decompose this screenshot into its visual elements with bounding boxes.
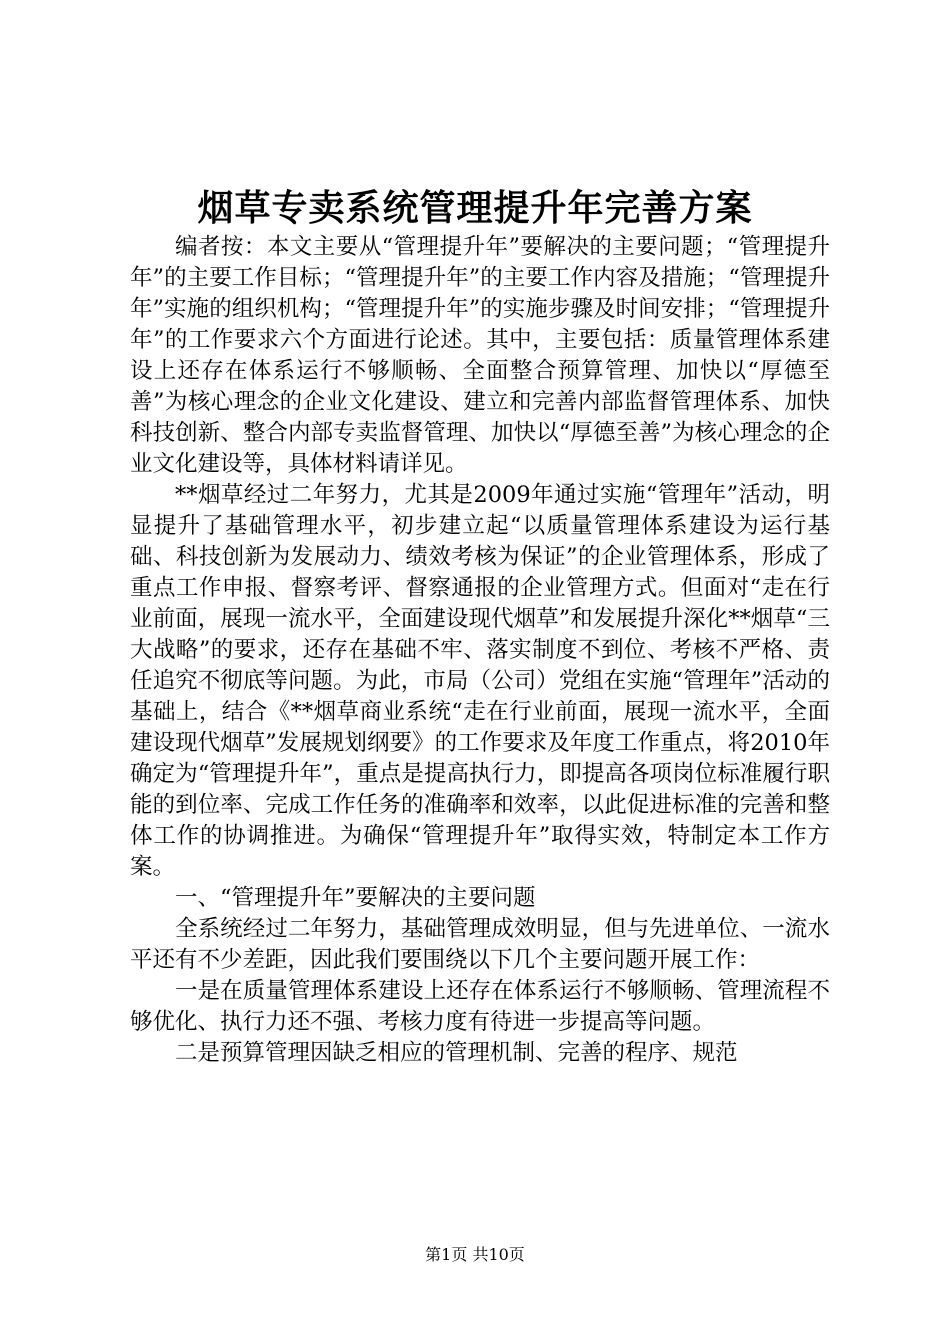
page-number-footer: 第1页 共10页 [425,1245,525,1264]
paragraph-editor-note: 编者按：本文主要从“管理提升年”要解决的主要问题；“管理提升年”的主要工作目标；“管理提升年”的主要工作内容及措施；“管理提升年”实施的组织机构；“管理提升年”的实施步骤及时间安排；“管理提升年”的工作要求六个方面进行论述。其中，主要包括：质量管理体系建设上还存在体系运行不够顺畅、全面整合预算管理、加快以“厚德至善”为核心理念的企业文化建设、建立和完善内部监督管理体系、加快科技创新、整合内部专卖监督管理、加快以“厚德至善”为核心理念的企业文化建设等，具体材料请详见。 [130,234,830,477]
paragraph-problem-2: 二是预算管理因缺乏相应的管理机制、完善的程序、规范 [175,1040,738,1066]
document-title: 烟草专卖系统管理提升年完善方案 [197,187,753,229]
section-heading-1: 一、“管理提升年”要解决的主要问题 [175,885,536,911]
document-body [130,232,830,1069]
paragraph-background: **烟草经过二年努力，尤其是2009年通过实施“管理年”活动，明显提升了基础管理水平，初步建立起“以质量管理体系建设为运行基础、科技创新为发展动力、绩效考核为保证”的企业管理体系，形成了重点工作申报、督察考评、督察通报的企业管理方式。但面对“走在行业前面，展现一流水平，全面建设现代烟草”和发展提升深化**烟草“三大战略”的要求，还存在基础不牢、落实制度不到位、考核不严格、责任追究不彻底等问题。为此，市局（公司）党组在实施“管理年”活动的基础上，结合《**烟草商业系统“走在行业前面，展现一流水平，全面建设现代烟草”发展规划纲要》的工作要求及年度工作重点，将2010年确定为“管理提升年”，重点是提高执行力，即提高各项岗位标准履行职能的到位率、完成工作任务的准确率和效率，以此促进标准的完善和整体工作的协调推进。为确保“管理提升年”取得实效，特制定本工作方案。 [130,482,830,880]
paragraph-overview: 全系统经过二年努力，基础管理成效明显，但与先进单位、一流水平还有不少差距，因此我们要围绕以下几个主要问题开展工作： [130,916,830,973]
paragraph-problem-1: 一是在质量管理体系建设上还存在体系运行不够顺畅、管理流程不够优化、执行力还不强、考核力度有待进一步提高等问题。 [130,978,830,1035]
